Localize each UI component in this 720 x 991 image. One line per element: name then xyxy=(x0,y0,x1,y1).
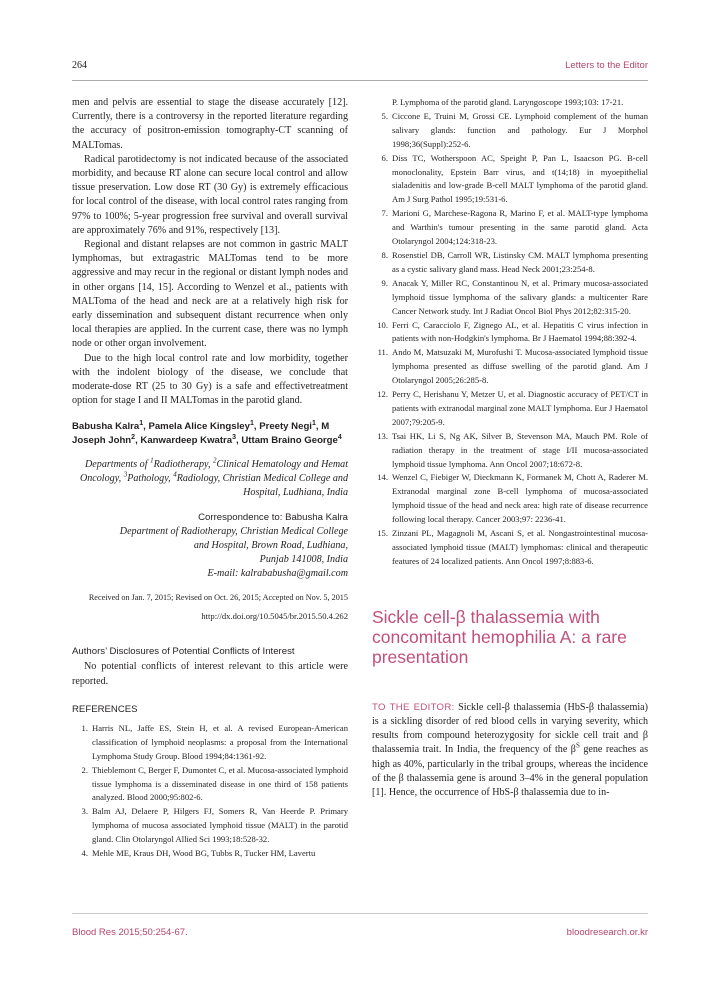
author-name: Pamela Alice Kingsley xyxy=(148,421,250,433)
paragraph: Due to the high local control rate and low morbidity, together with the indolent biology of the disease, we conclude that moderate-dose RT (25 to 30 Gy) is a safe and effectivetreatment option for stage I and II MALTomas in the parotid gland. xyxy=(72,352,348,407)
paragraph xyxy=(72,238,348,352)
author-name: M Joseph John xyxy=(72,421,330,447)
paragraph: Radical parotidectomy is not indicated because of the associated morbidity, and because RT alone can secure local control and allow tissue preservation. Low dose RT (30 Gy) is extremely efficacious for local control of the disease, with local control rates ranging from 97% to 100%; 5-year progression free survival and overall survival are approximately 76% and 91%, respectively [13]. xyxy=(72,153,348,236)
reference-item: 13. Tsai HK, Li S, Ng AK, Silver B, Stevenson MA, Mauch PM. Role of radiation therapy in the treatment of stage I/II mucosa-associated lymphoid tissue lymphoma. Ann Oncol 2007;18:672-8. xyxy=(377,430,648,469)
reference-item: 1. Harris NL, Jaffe ES, Stein H, et al. A revised European-American classification of lymphoid neoplasms: a proposal from the International Lymphoma Study Group. Blood 1994;84:1361-92. xyxy=(81,722,348,761)
reference-item: 6. Diss TC, Wotherspoon AC, Speight P, Pan L, Isaacson PG. B-cell monoclonality, Epstein Barr virus, and t(14;18) in myoepithelial sialadenitis and low-grade B-cell MALT lymphoma of the parotid gland. Am J Surg Pathol 1995;19:531-6. xyxy=(381,152,648,205)
header-divider xyxy=(72,80,648,81)
section-title: Letters to the Editor xyxy=(565,60,648,71)
page-header xyxy=(72,60,648,76)
author-sup: 1 xyxy=(249,420,254,428)
reference-item: 14. Wenzel C, Fiebiger W, Dieckmann K, Formanek M, Chott A, Raderer M. Extranodal marginal zone B-cell lymphoma of mucosa-associated lymphoid tissue of the head and neck area: high rate of disease recurrence following local therapy. Cancer 2003;97: 2236-41. xyxy=(377,472,648,525)
reference-item: 10. Ferri C, Caracciolo F, Zignego AL, et al. Hepatitis C virus infection in patients with non-Hodgkin's lymphoma. Br J Haematol 1994;88:392-4. xyxy=(377,319,648,344)
disclosure-heading: Authors’ Disclosures of Potential Conflicts of Interest xyxy=(72,646,295,658)
reference-continuation: P. Lymphoma of the parotid gland. Laryngoscope 1993;103: 17-21. xyxy=(392,97,624,107)
paragraph-text: Regional and distant relapses are not common in gastric MALT lymphomas, but extragastric MALTomas tend to be more aggressive and may recur in the regional or distant lymph nodes and in other organs [14, 15]. According to Wenzel et al., patients with MALToma of the head and neck are at a relatively high risk for early dissemination and subsequent distant recurrence when only local therapies are applied. In the current case, there was no lymph node or other organ involvement. xyxy=(72,239,348,350)
received-dates: Received on Jan. 7, 2015; Revised on Oct. 26, 2015; Accepted on Nov. 5, 2015 xyxy=(88,593,348,603)
author-sup: 1 xyxy=(311,420,316,428)
journal-citation: Blood Res 2015;50:254-67. xyxy=(72,927,188,938)
right-column xyxy=(372,96,648,800)
editor-lead: TO THE EDITOR: xyxy=(372,701,455,713)
reference-item: 2. Thieblemont C, Berger F, Dumontet C, et al. Mucosa-associated lymphoid tissue lymphoma is a disseminated disease in one third of 158 patients analyzed. Blood 2000;95:802-6. xyxy=(81,764,348,803)
reference-item: 15. Zinzani PL, Magagnoli M, Ascani S, et al. Nongastrointestinal mucosa-associated lymphoid tissue (MALT) lymphomas: clinical and therapeutic features of 24 localized patients. Ann Oncol 1997;8:883-6. xyxy=(377,528,648,566)
correspondence-heading: Correspondence to: Babusha Kalra xyxy=(198,512,348,524)
reference-item: 9. Anacak Y, Miller RC, Constantinou N, et al. Primary mucosa-associated lymphoid tissue lymphoma of the salivary glands: a multicenter Rare Cancer Network study. Int J Radiat Oncol Biol Phys 2012;82:315-20. xyxy=(381,277,648,316)
reference-item: 8. Rosenstiel DB, Carroll WR, Listinsky CM. MALT lymphoma presenting as a cystic salivary gland mass. Head Neck 2001;23:254-8. xyxy=(381,249,648,274)
author-name: Uttam Braino George xyxy=(241,435,338,447)
left-column xyxy=(72,96,348,861)
reference-item: 3. Balm AJ, Delaere P, Hilgers FJ, Somers R, Van Heerde P. Primary lymphoma of mucosa associated lymphoid tissue (MALT) in the parotid gland. Clin Otolaryngol Allied Sci 1993;18:528-32. xyxy=(81,806,348,845)
author-sup: 2 xyxy=(131,434,136,442)
author-sup: 3 xyxy=(232,434,237,442)
journal-website-link[interactable]: bloodresearch.or.kr xyxy=(566,927,648,938)
article-body: TO THE EDITOR: Sickle cell-β thalassemia (HbS-β thalassemia) is a sickling disorder of red blood cells in varying severity, which results from compound heterozygosity for sickle cell trait and β thalassemia trait. In India, the frequency of the $\beta^S$ gene reaches as high as 40%, particularly in the tribal groups, whereas the incidence of the β thalassemia gene is around 3–4% in the general population [1]. Hence, the occurrence of HbS-β thalassemia due to in- xyxy=(372,701,649,799)
correspondence-address: Department of Radiotherapy, Christian Medical College and Hospital, Brown Road, Ludhiana, Punjab 141008, India E-mail: kalrababusha@gmail.com xyxy=(72,525,348,581)
affiliation: Departments of $^1$Radiotherapy, $^2$Clinical Hematology and Hemat Oncology, $^3$Pathology, $^4$Radiology, Christian Medical College and Hospital, Ludhiana, India xyxy=(79,457,348,499)
reference-item: 4. Mehle ME, Kraus DH, Wood BG, Tubbs R, Tucker HM, Lavertu xyxy=(81,848,316,859)
article-title: Sickle cell-β thalassemia with concomitant hemophilia A: a rare presentation xyxy=(372,606,627,667)
author-sup: 4 xyxy=(337,434,342,442)
page-number: 264 xyxy=(72,60,87,71)
reference-list xyxy=(372,96,648,569)
reference-item: 11. Ando M, Matsuzaki M, Murofushi T. Mucosa-associated lymphoid tissue lymphoma presented as diffuse swelling of the parotid gland. Am J Otolaryngol 2005;26:285-8. xyxy=(377,347,648,386)
author-sup: 1 xyxy=(139,420,144,428)
author-list: Babusha Kalra$^1$, Pamela Alice Kingsley$^1$, Preety Negi$^1$, M Joseph John$^2$, Kanwardeep Kwatra$^3$, Uttam Braino George$^4$ xyxy=(72,420,342,447)
reference-list xyxy=(72,722,348,861)
footer-divider xyxy=(72,913,648,914)
reference-item: 7. Marioni G, Marchese-Ragona R, Marino F, et al. MALT-type lymphoma and Warthin's tumour presenting in the same parotid gland. Acta Otolaryngol 2004;124:318-23. xyxy=(381,208,648,247)
author-name: Kanwardeep Kwatra xyxy=(140,435,233,447)
reference-item: 12. Perry C, Herishanu Y, Metzer U, et al. Diagnostic accuracy of PET/CT in patients with extranodal marginal zone MALT lymphoma. Eur J Haematol 2007;79:205-9. xyxy=(377,389,648,427)
author-name: Preety Negi xyxy=(259,421,312,433)
doi-link[interactable]: http://dx.doi.org/10.5045/br.2015.50.4.262 xyxy=(201,611,348,622)
disclosure-text: No potential conflicts of interest relevant to this article were reported. xyxy=(72,661,348,687)
references-heading: REFERENCES xyxy=(72,703,138,715)
author-name: Babusha Kalra xyxy=(72,421,140,433)
paragraph: men and pelvis are essential to stage the disease accurately [12]. Currently, there is a controversy in the reported literature regarding the accuracy of positron-emission tomography-CT scanning of MALTomas. xyxy=(72,97,348,151)
reference-item: 5. Ciccone E, Truini M, Grossi CE. Lymphoid complement of the human salivary glands: function and pathology. Eur J Morphol 1998;36(Suppl):252-6. xyxy=(381,110,648,149)
email-link[interactable]: E-mail: kalrababusha@gmail.com xyxy=(207,568,348,580)
